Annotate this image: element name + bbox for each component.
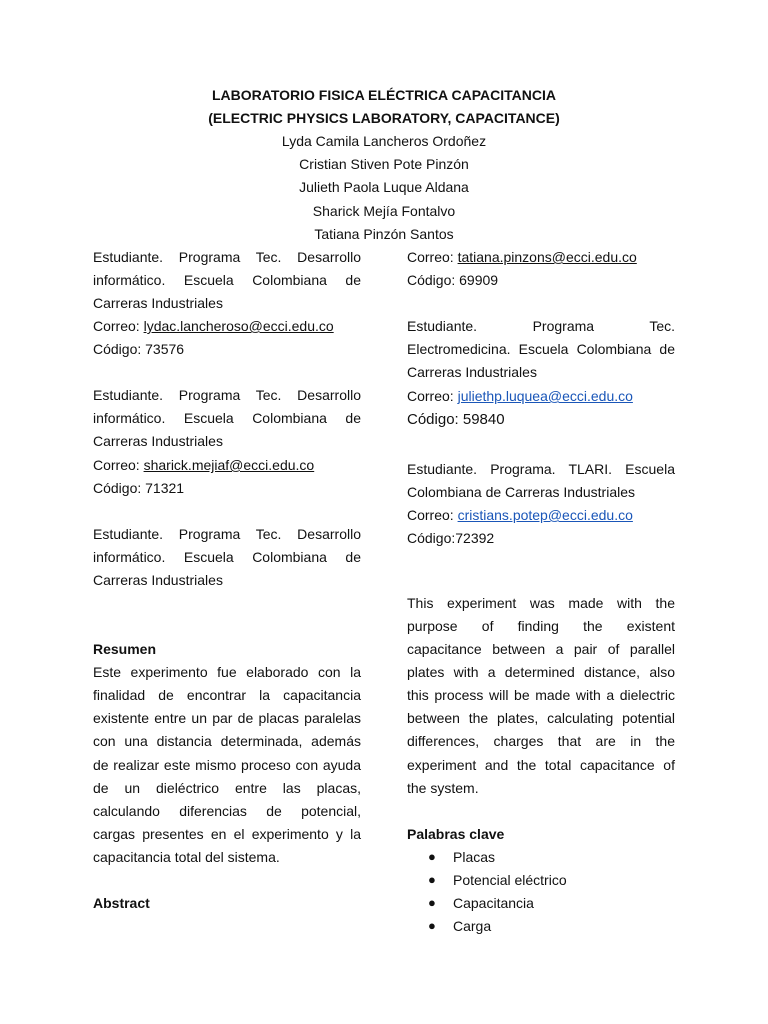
affiliation-line: Electromedicina. Escuela Colombiana de — [407, 341, 675, 357]
abstract-line: This experiment was made with the — [407, 595, 675, 611]
email-line — [407, 248, 637, 266]
author: Sharick Mejía Fontalvo — [312, 203, 456, 219]
email-link[interactable]: sharick.mejiaf@ecci.edu.co — [143, 457, 315, 473]
bullet-icon: ● — [428, 895, 436, 910]
affiliation-line: Estudiante. Programa Tec. Desarrollo — [93, 387, 361, 403]
abstract-line: capacitance between a pair of parallel — [407, 641, 675, 657]
abstract-line: differences, charges that are in the — [407, 733, 675, 749]
email-line — [407, 387, 633, 405]
codigo: Código: 59840 — [407, 411, 505, 428]
correo-label: Correo: — [93, 457, 144, 473]
correo-label: Correo: — [407, 388, 458, 404]
keyword-item: Potencial eléctrico — [453, 872, 567, 888]
paper-title-english: (ELECTRIC PHYSICS LABORATORY, CAPACITANCE) — [208, 110, 560, 126]
email-link[interactable]: cristians.potep@ecci.edu.co — [457, 507, 633, 523]
resumen-line: capacitancia total del sistema. — [93, 849, 280, 865]
correo-label: Correo: — [93, 318, 144, 334]
affiliation-line: informático. Escuela Colombiana de — [93, 549, 361, 565]
abstract-line: plates with a determined distance, also — [407, 664, 675, 680]
resumen-line: cargas presentes en el experimento y la — [93, 826, 361, 842]
abstract-line: the system. — [407, 780, 479, 796]
keyword-item: Carga — [453, 918, 492, 934]
author: Lyda Camila Lancheros Ordoñez — [281, 133, 487, 149]
email-line — [407, 506, 633, 524]
keyword-item: Placas — [453, 849, 496, 865]
affiliation-line: informático. Escuela Colombiana de — [93, 272, 361, 288]
resumen-line: Este experimento fue elaborado con la — [93, 664, 361, 680]
abstract-line: between the plates, calculating potential — [407, 710, 675, 726]
email-link[interactable]: tatiana.pinzons@ecci.edu.co — [457, 249, 637, 265]
resumen-line: calculando diferencias de potencial, — [93, 803, 361, 819]
bullet-icon: ● — [428, 849, 436, 864]
affiliation-line: Carreras Industriales — [407, 364, 537, 380]
abstract-line: purpose of finding the existent — [407, 618, 675, 634]
codigo: Código:72392 — [407, 530, 495, 546]
resumen-line: de un dieléctrico entre las placas, — [93, 780, 361, 796]
author: Cristian Stiven Pote Pinzón — [299, 156, 469, 172]
resumen-line: existente entre un par de placas paralelas — [93, 710, 361, 726]
email-line — [93, 317, 334, 335]
correo-label: Correo: — [407, 249, 458, 265]
email-link[interactable]: juliethp.luquea@ecci.edu.co — [457, 388, 633, 404]
author: Julieth Paola Luque Aldana — [299, 179, 469, 195]
affiliation-line: informático. Escuela Colombiana de — [93, 410, 361, 426]
abstract-heading: Abstract — [93, 895, 150, 911]
author: Tatiana Pinzón Santos — [314, 226, 454, 242]
codigo: Código: 71321 — [93, 480, 185, 496]
resumen-line: con una distancia determinada, además — [93, 733, 361, 749]
resumen-heading: Resumen — [93, 641, 157, 657]
bullet-icon: ● — [428, 918, 436, 933]
codigo: Código: 73576 — [93, 341, 185, 357]
codigo: Código: 69909 — [407, 272, 499, 288]
abstract-line: experiment and the total capacitance of — [407, 757, 675, 773]
keywords-heading: Palabras clave — [407, 826, 505, 842]
affiliation-line: Carreras Industriales — [93, 295, 223, 311]
abstract-line: this process will be made with a dielectric — [407, 687, 675, 703]
paper-title: LABORATORIO FISICA ELÉCTRICA CAPACITANCIA — [211, 87, 557, 103]
affiliation-line: Carreras Industriales — [93, 572, 223, 588]
correo-label: Correo: — [407, 507, 458, 523]
affiliation-line: Estudiante. Programa Tec. Desarrollo — [93, 526, 361, 542]
affiliation-line: Colombiana de Carreras Industriales — [407, 484, 635, 500]
email-line — [93, 456, 314, 474]
bullet-icon: ● — [428, 872, 436, 887]
affiliation-line: Carreras Industriales — [93, 433, 223, 449]
affiliation-line: Estudiante. Programa Tec. Desarrollo — [93, 249, 361, 265]
affiliation-line: Estudiante. Programa Tec. — [407, 318, 675, 334]
resumen-line: finalidad de encontrar la capacitancia — [93, 687, 361, 703]
resumen-line: de realizar este mismo proceso con ayuda — [93, 757, 361, 773]
keyword-item: Capacitancia — [453, 895, 534, 911]
email-link[interactable]: lydac.lancheroso@ecci.edu.co — [143, 318, 334, 334]
affiliation-line: Estudiante. Programa. TLARI. Escuela — [407, 461, 675, 477]
